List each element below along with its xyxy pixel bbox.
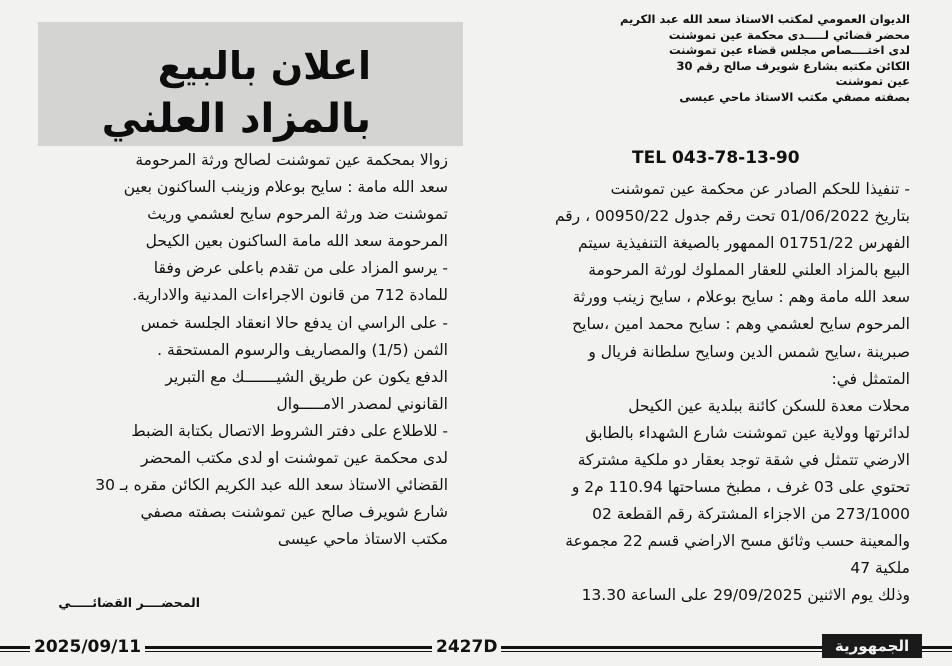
text-line: مكتب الاستاذ ماحي عيسى	[277, 530, 448, 549]
text-line: المرحومة سعد الله مامة الساكنون بعين الكيحل	[145, 232, 448, 251]
text-line: - للاطلاع على دفتر الشروط الاتصال بكتابة الضبط	[131, 421, 448, 440]
text-line: الدفع يكون عن طريق الشيـــــــك مع التبرير	[165, 367, 448, 386]
header-line: لدى اختــــصاص مجلس قضاء عين تموشنت	[668, 43, 910, 58]
footer-date: 2025/09/11	[30, 637, 145, 657]
text-line: البيع بالمزاد العلني للعقار المملوك لورثة المرحومة	[588, 261, 910, 280]
text-line: - يرسو المزاد على من تقدم باعلى عرض وفقا	[153, 259, 448, 278]
header-line: عين تموشنت	[835, 74, 910, 89]
text-line: ملكية 47	[850, 559, 910, 578]
text-line: تحتوي على 03 غرف ، مطبخ مساحتها 110.94 م2 و	[571, 478, 910, 497]
text-line: - على الراسي ان يدفع حالا انعقاد الجلسة خمس	[140, 313, 448, 332]
text-line: - تنفيذا للحكم الصادر عن محكمة عين تموشنت	[610, 180, 910, 198]
bailiff-header	[548, 12, 910, 106]
text-line: سعد الله مامة وهم : سايح بوعلام ، سايح زينب وورثة	[572, 288, 910, 307]
text-line: الفهرس 01751/22 الممهور بالصيغة التنفيذية سيتم	[578, 234, 910, 253]
text-line: للمادة 712 من قانون الاجراءات المدنية والادارية.	[132, 286, 448, 305]
title-line-2: بالمزاد العلني	[101, 96, 371, 142]
header-line: بصفته مصفي مكتب الاستاذ ماحي عيسى	[679, 89, 910, 104]
text-line: وذلك يوم الاثنين 29/09/2025 على الساعة 13.30	[581, 586, 910, 605]
text-line: لدى محكمة عين تموشنت او لدى مكتب المحضر	[140, 449, 448, 468]
telephone: TEL 043-78-13-90	[632, 148, 800, 168]
text-line: لدائرتها وولاية عين تموشنت شارع الشهداء بالطابق	[585, 423, 910, 442]
text-line: المتمثل في:	[831, 369, 910, 388]
text-line: تموشنت ضد ورثة المرحوم سايح لعشمي وريث	[147, 205, 448, 224]
right-column	[490, 176, 910, 610]
text-line: والمعينة حسب وثائق مسح الاراضي قسم 22 مجموعة	[565, 532, 910, 551]
header-line: الكائن مكتبه بشارع شويرف صالح رقم 30	[676, 58, 910, 73]
title-line-1: اعلان بالبيع	[157, 44, 371, 88]
text-line: زوالا بمحكمة عين تموشنت لصالح ورثة المرحومة	[135, 151, 448, 169]
newspaper-logo: الجمهورية	[822, 634, 922, 658]
header-line: الديوان العمومي لمكتب الاستاذ سعد الله عبد الكريم	[620, 12, 910, 26]
text-line: المرحوم سايح لعشمي وهم : سايح محمد امين ،سايح	[572, 315, 910, 334]
text-line: محلات معدة للسكن كائنة ببلدية عين الكيحل	[628, 396, 910, 415]
text-line: القانوني لمصدر الامـــــوال	[276, 394, 448, 413]
header-line: محضر قضائي لـــــدى محكمة عين تموشنت	[668, 27, 910, 42]
text-line: الثمن (1/5) والمصاريف والرسوم المستحقة .	[157, 340, 448, 359]
text-line: شارع شويرف صالح عين تموشنت بصفته مصفي	[140, 503, 448, 522]
text-line: سعد الله مامة : سايح بوعلام وزينب الساكنون بعين	[123, 178, 448, 197]
title-box	[38, 22, 463, 146]
signature-label: المحضــــر القضائـــــي	[58, 595, 200, 610]
text-line: صبرينة ،سايح شمس الدين وسايح سلطانة فريال و	[588, 342, 910, 361]
text-line: بتاريخ 01/06/2022 تحت رقم جدول 00950/22 ، رقم	[554, 207, 910, 226]
text-line: الارضي تتمثل في شقة توجد بعقار دو ملكية مشتركة	[577, 450, 910, 469]
footer-code: 2427D	[432, 637, 501, 657]
text-line: القضائي الاستاذ سعد الله عبد الكريم الكائن مقره بـ 30	[95, 476, 448, 495]
left-column	[30, 147, 448, 553]
text-line: 273/1000 من الاجزاء المشتركة رقم القطعة 02	[592, 505, 910, 524]
